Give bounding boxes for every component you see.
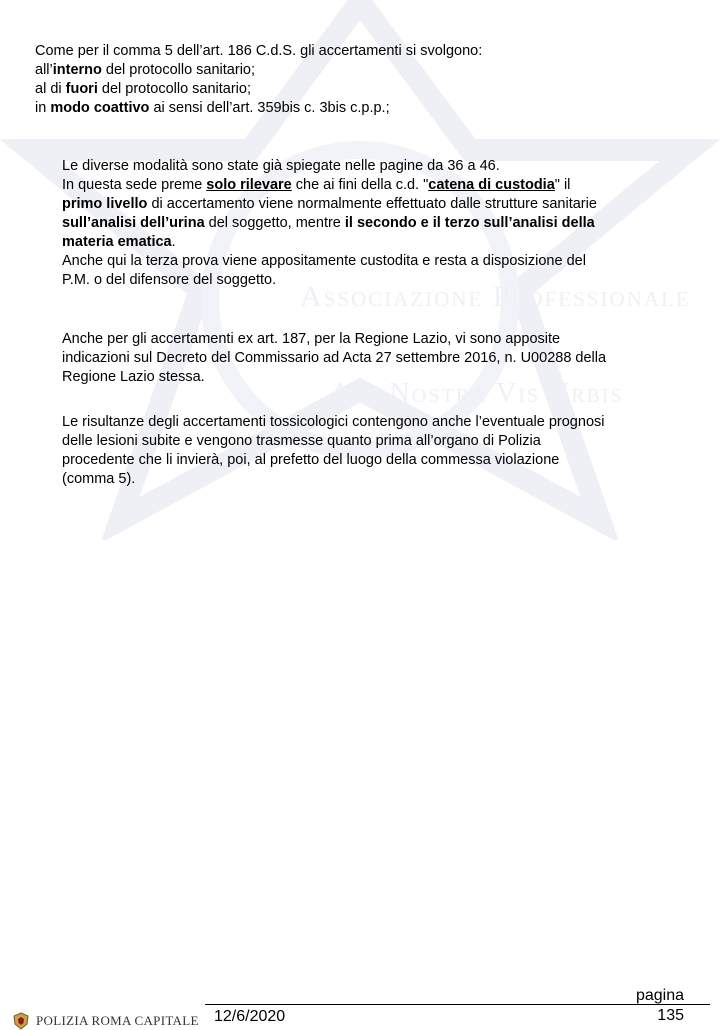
intro-line: all’interno del protocollo sanitario; [35,62,256,78]
page-number: 135 [657,1007,684,1024]
slide-footer [0,500,720,1028]
intro-line: in modo coattivo ai sensi dell’art. 359bis c. 3bis c.p.p.; [35,100,390,116]
custody-chain-paragraph [62,157,662,290]
paragraph-line: Anche qui la terza prova viene appositamente custodita e resta a disposizione del [62,253,586,269]
paragraph-line: delle lesioni subite e vengono trasmesse quanto prima all’organo di Polizia [62,433,541,449]
police-logo-text: POLIZIA ROMA CAPITALE [36,1013,199,1028]
intro-line: al di fuori del protocollo sanitario; [35,81,252,97]
paragraph-line: primo livello di accertamento viene normalmente effettuato dalle strutture sanitarie [62,196,597,212]
footer-divider [205,1004,710,1005]
paragraph-line: Regione Lazio stessa. [62,369,205,385]
paragraph-line: Le risultanze degli accertamenti tossicologici contengono anche l’eventuale prognosi [62,414,605,430]
footer-date: 12/6/2020 [214,1008,286,1025]
paragraph-line: indicazioni sul Decreto del Commissario ad Acta 27 settembre 2016, n. U00288 della [62,350,607,366]
paragraph-line: materia ematica. [62,234,176,250]
watermark-association-text: Associazione Professionale [300,280,691,313]
watermark-motto-text: Ars Nostra Vis Urbis [330,378,624,409]
intro-paragraph [35,42,655,118]
paragraph-line: Le diverse modalità sono state già spiegate nelle pagine da 36 a 46. [62,158,500,174]
paragraph-line: In questa sede preme solo rilevare che ai fini della c.d. "catena di custodia" il [62,177,571,193]
toxicology-results-paragraph [62,413,662,489]
paragraph-line: procedente che li invierà, poi, al prefetto del luogo della commessa violazione [62,452,560,468]
paragraph-line: (comma 5). [62,471,136,487]
intro-line: Come per il comma 5 dell’art. 186 C.d.S. gli accertamenti si svolgono: [35,43,483,59]
paragraph-line: P.M. o del difensore del soggetto. [62,272,277,288]
page-indicator [636,986,684,1026]
paragraph-line: sull’analisi dell’urina del soggetto, mentre il secondo e il terzo sull’analisi della [62,215,595,231]
paragraph-line: Anche per gli accertamenti ex art. 187, per la Regione Lazio, vi sono apposite [62,331,561,347]
regione-lazio-paragraph [62,330,662,387]
police-crest-icon [12,1012,30,1030]
page-label: pagina [635,987,684,1004]
police-logo [12,1012,199,1030]
